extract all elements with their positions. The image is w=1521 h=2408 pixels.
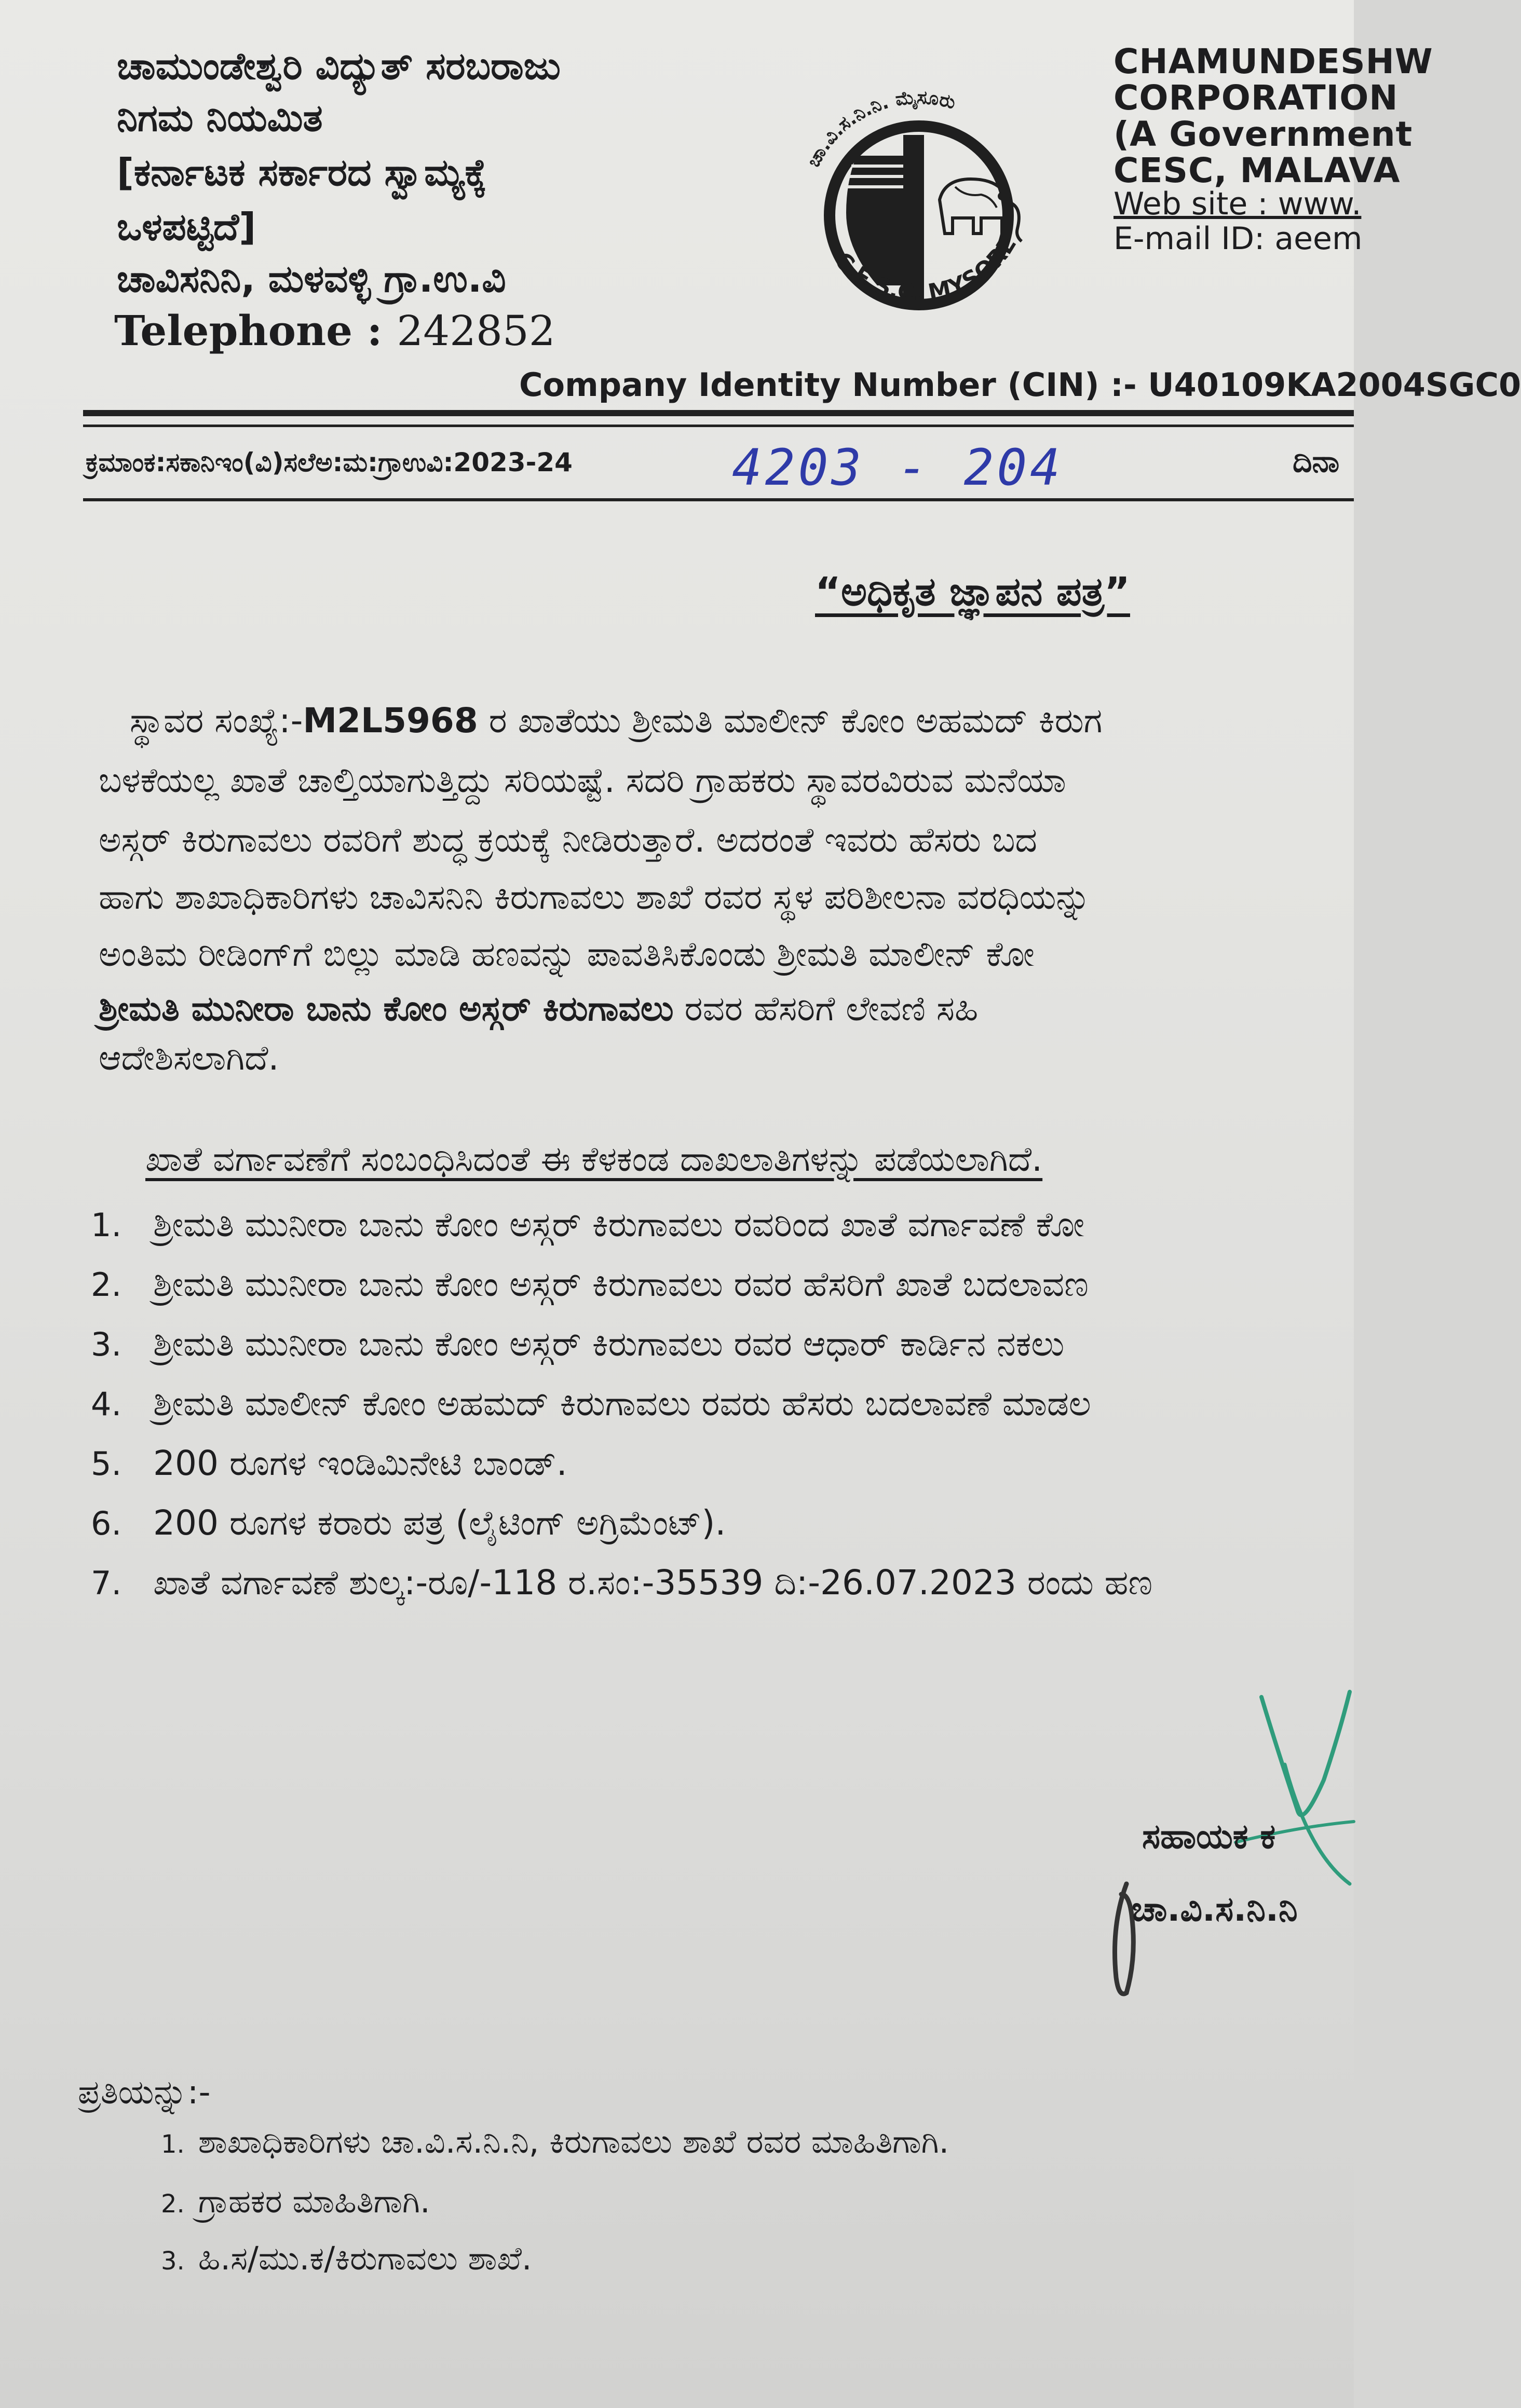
reference-number: ಕ್ರಮಾಂಕ:ಸಕಾನಿಇಂ(ವಿ)ಸಲೆಅ:ಮ:ಗ್ರಾಉವಿ:2023-24 bbox=[86, 447, 573, 477]
body-line-1 bbox=[130, 701, 1102, 742]
installation-number: M2L5968 bbox=[303, 701, 478, 741]
copy-text: ಹಿ.ಸ/ಮು.ಕ/ಕಿರುಗಾವಲು ಶಾಖೆ. bbox=[198, 2239, 532, 2277]
body-line-1-rest: ರ ಖಾತೆಯು ಶ್ರೀಮತಿ ಮಾಲೀನ್ ಕೋಂ ಅಹಮದ್ ಕಿರುಗ bbox=[478, 701, 1103, 741]
document-item bbox=[91, 1380, 1091, 1427]
item-text: 200 ರೂಗಳ ಕರಾರು ಪತ್ರ (ಲೈಟಿಂಗ್ ಅಗ್ರಿಮೆಂಟ್). bbox=[153, 1503, 726, 1543]
memo-title: “ಅಧಿಕೃತ ಜ್ಞಾಪನ ಪತ್ರ” bbox=[815, 568, 1130, 614]
body-line-4: ಹಾಗು ಶಾಖಾಧಿಕಾರಿಗಳು ಚಾವಿಸನಿನಿ ಕಿರುಗಾವಲು ಶಾಖೆ ರವರ ಸ್ಥಳ ಪರಿಶೀಲನಾ ವರಧಿಯನ್ನು bbox=[99, 877, 1091, 917]
header-kannada-line-4: ಒಳಪಟ್ಟಿದೆ] bbox=[117, 205, 256, 249]
header-english-line-1: CHAMUNDESHW bbox=[1113, 42, 1433, 81]
reference-divider bbox=[83, 498, 1354, 501]
item-text: ಶ್ರೀಮತಿ ಮುನೀರಾ ಬಾನು ಕೋಂ ಅಸ್ಗರ್ ಕಿರುಗಾವಲು ರವರಿಂದ ಖಾತೆ ವರ್ಗಾವಣೆ ಕೋ bbox=[153, 1205, 1085, 1244]
logo-top-text: ಚಾ.ವಿ.ಸ.ನಿ.ನಿ. ಮೈಸೂರು bbox=[803, 87, 958, 171]
item-number: 1. bbox=[91, 1206, 122, 1244]
body-line-6 bbox=[99, 989, 978, 1030]
header-website[interactable]: Web site : www. bbox=[1113, 186, 1362, 222]
header-divider-thin bbox=[83, 425, 1354, 427]
document-item bbox=[91, 1261, 1089, 1307]
copy-item bbox=[161, 2239, 532, 2278]
document-item bbox=[91, 1500, 726, 1546]
header-kannada-line-3: [ಕರ್ನಾಟಕ ಸರ್ಕಾರದ ಸ್ವಾಮ್ಯಕ್ಕೆ bbox=[117, 150, 487, 194]
document-item bbox=[91, 1559, 1152, 1606]
item-text: ಶ್ರೀಮತಿ ಮುನೀರಾ ಬಾನು ಕೋಂ ಅಸ್ಗರ್ ಕಿರುಗಾವಲು ರವರ ಹೆಸರಿಗೆ ಖಾತೆ ಬದಲಾವಣ bbox=[153, 1264, 1089, 1304]
document-item bbox=[91, 1201, 1084, 1248]
telephone-label: Telephone : bbox=[114, 306, 383, 355]
item-text: ಶ್ರೀಮತಿ ಮಾಲೀನ್ ಕೋಂ ಅಹಮದ್ ಕಿರುಗಾವಲು ರವರು ಹೆಸರು ಬದಲಾವಣೆ ಮಾಡಲ bbox=[153, 1384, 1091, 1424]
item-number: 2. bbox=[91, 1266, 122, 1304]
document-item bbox=[91, 1440, 567, 1486]
header-kannada-line-2: ನಿಗಮ ನಿಯಮಿತ bbox=[117, 96, 323, 140]
item-text: ಶ್ರೀಮತಿ ಮುನೀರಾ ಬಾನು ಕೋಂ ಅಸ್ಗರ್ ಕಿರುಗಾವಲು ರವರ ಆಧಾರ್ ಕಾರ್ಡಿನ ನಕಲು bbox=[153, 1324, 1065, 1364]
copy-number: 3. bbox=[161, 2247, 185, 2276]
copy-number: 1. bbox=[161, 2130, 185, 2159]
installation-label: ಸ್ಥಾವರ ಸಂಖ್ಯೆ:- bbox=[130, 701, 303, 741]
date-label: ದಿನಾ bbox=[1293, 444, 1340, 479]
item-number: 6. bbox=[91, 1504, 122, 1542]
company-cin: Company Identity Number (CIN) :- U40109KA2004SGC0 bbox=[519, 366, 1521, 404]
item-number: 4. bbox=[91, 1385, 122, 1423]
item-number: 5. bbox=[91, 1445, 122, 1483]
telephone bbox=[114, 306, 555, 355]
signatory-office: ಚಾ.ವಿ.ಸ.ನಿ.ನಿ bbox=[1132, 1889, 1298, 1929]
body-line-2: ಬಳಕೆಯಲ್ಲ ಖಾತೆ ಚಾಲ್ತಿಯಾಗುತ್ತಿದ್ದು ಸರಿಯಷ್ಟೆ. ಸದರಿ ಗ್ರಾಹಕರು ಸ್ಥಾವರವಿರುವ ಮನೆಯಾ bbox=[99, 760, 1066, 800]
body-line-3: ಅಸ್ಗರ್ ಕಿರುಗಾವಲು ರವರಿಗೆ ಶುದ್ಧ ಕ್ರಯಕ್ಕೆ ನೀಡಿರುತ್ತಾರೆ. ಅದರಂತೆ ಇವರು ಹೆಸರು ಬದ bbox=[99, 820, 1038, 860]
item-text: ಖಾತೆ ವರ್ಗಾವಣೆ ಶುಲ್ಕ:-ರೂ/-118 ರ.ಸಂ:-35539 ದಿ:-26.07.2023 ರಂದು ಹಣ bbox=[153, 1563, 1153, 1603]
logo-emblem-icon bbox=[773, 78, 1064, 327]
signatory-designation: ಸಹಾಯಕ ಕ bbox=[1142, 1816, 1276, 1856]
documents-heading: ಖಾತೆ ವರ್ಗಾವಣೆಗೆ ಸಂಬಂಧಿಸಿದಂತೆ ಈ ಕೆಳಕಂಡ ದಾಖಲಾತಿಗಳನ್ನು ಪಡೆಯಲಾಗಿದೆ. bbox=[145, 1139, 1043, 1179]
item-number: 3. bbox=[91, 1325, 122, 1363]
item-text: 200 ರೂಗಳ ಇಂಡಿಮಿನೇಟಿ ಬಾಂಡ್. bbox=[153, 1443, 567, 1483]
copy-item bbox=[161, 2123, 949, 2161]
body-line-6-rest: ರವರ ಹೆಸರಿಗೆ ಲೇವಣಿ ಸಹಿ bbox=[673, 989, 979, 1029]
copy-text: ಗ್ರಾಹಕರ ಮಾಹಿತಿಗಾಗಿ. bbox=[198, 2182, 430, 2220]
copy-number: 2. bbox=[161, 2190, 185, 2219]
header-english-line-4: CESC, MALAVA bbox=[1113, 150, 1401, 190]
body-line-7: ಆದೇಶಿಸಲಾಗಿದೆ. bbox=[99, 1038, 279, 1078]
header-english-line-2: CORPORATION bbox=[1113, 78, 1398, 118]
header-divider-thick bbox=[83, 410, 1354, 416]
header-email[interactable]: E-mail ID: aeem bbox=[1113, 221, 1363, 257]
logo-bottom-text: C.E.S.C, MYSORE bbox=[829, 231, 1022, 307]
item-number: 7. bbox=[91, 1564, 122, 1602]
header-english-line-3: (A Government bbox=[1113, 114, 1413, 154]
handwritten-reference: 4203 - 204 bbox=[732, 439, 1063, 497]
copy-item bbox=[161, 2182, 430, 2221]
document-item bbox=[91, 1321, 1064, 1367]
telephone-number: 242852 bbox=[397, 307, 555, 355]
body-line-5: ಅಂತಿಮ ರೀಡಿಂಗ್‌ಗೆ ಬಿಲ್ಲು ಮಾಡಿ ಹಣವನ್ನು ಪಾವತಿಸಿಕೊಂಡು ಶ್ರೀಮತಿ ಮಾಲೀನ್ ಕೋ bbox=[99, 934, 1035, 974]
header-kannada-line-1: ಚಾಮುಂಡೇಶ್ವರಿ ವಿದ್ಯುತ್ ಸರಬರಾಜು bbox=[117, 44, 561, 88]
copies-label: ಪ್ರತಿಯನ್ನು:- bbox=[78, 2073, 211, 2112]
copy-text: ಶಾಖಾಧಿಕಾರಿಗಳು ಚಾ.ವಿ.ಸ.ನಿ.ನಿ, ಕಿರುಗಾವಲು ಶಾಖೆ ರವರ ಮಾಹಿತಿಗಾಗಿ. bbox=[198, 2123, 949, 2160]
new-owner-name: ಶ್ರೀಮತಿ ಮುನೀರಾ ಬಾನು ಕೋಂ ಅಸ್ಗರ್ ಕಿರುಗಾವಲು bbox=[99, 989, 674, 1029]
header-kannada-line-5: ಚಾವಿಸನಿನಿ, ಮಳವಳ್ಳಿ ಗ್ರಾ.ಉ.ವಿ bbox=[117, 257, 506, 300]
